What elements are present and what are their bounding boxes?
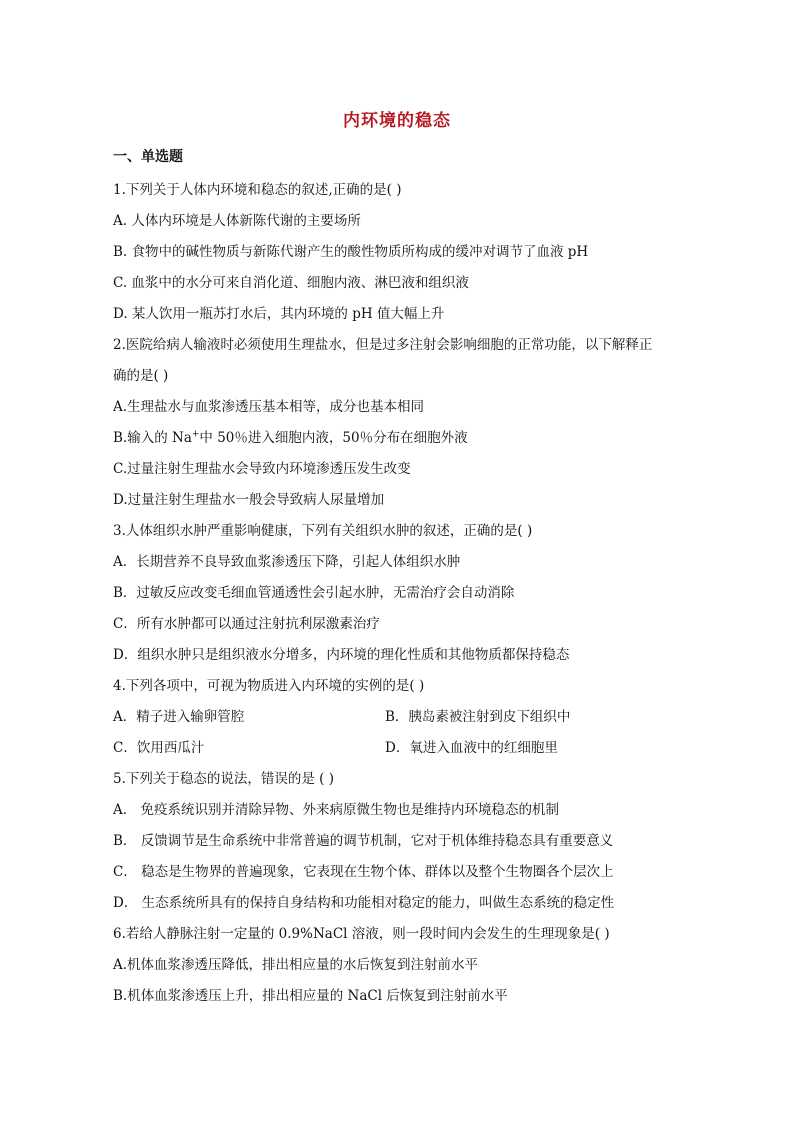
question-3-option-c: C．所有水肿都可以通过注射抗利尿激素治疗 (113, 616, 380, 632)
question-4-options-row-1 (113, 702, 688, 733)
question-5-option-c: C． 稳态是生物界的普遍现象，它表现在生物个体、群体以及整个生物圈各个层次上 (113, 864, 614, 880)
question-list (113, 175, 688, 1012)
question-4-option-a: A．精子进入输卵管腔 (113, 709, 245, 725)
question-6-option-b: B.机体血浆渗透压上升，排出相应量的 NaCl 后恢复到注射前水平 (113, 988, 508, 1004)
question-5-option-d: D． 生态系统所具有的保持自身结构和功能相对稳定的能力，叫做生态系统的稳定性 (113, 895, 615, 911)
question-5-stem: 5.下列关于稳态的说法，错误的是 ( ) (113, 771, 334, 787)
question-2-stem-line-1: 2.医院给病人输液时必须使用生理盐水，但是过多注射会影响细胞的正常功能，以下解释正 (113, 337, 653, 353)
question-1-stem: 1.下列关于人体内环境和稳态的叙述,正确的是( ) (113, 182, 402, 198)
question-4-option-d: D．氧进入血液中的红细胞里 (385, 740, 558, 756)
section-heading: 一、单选题 (113, 149, 183, 165)
question-3-option-b: B．过敏反应改变毛细血管通透性会引起水肿，无需治疗会自动消除 (113, 585, 515, 601)
question-2-option-b-pre: B.输入的 Na (113, 430, 192, 446)
question-4-option-c: C．饮用西瓜汁 (113, 740, 205, 756)
question-2-option-a: A.生理盐水与血浆渗透压基本相等，成分也基本相同 (113, 399, 425, 415)
question-6-stem: 6.若给人静脉注射一定量的 0.9%NaCl 溶液，则一段时间内会发生的生理现象是( ) (113, 926, 610, 942)
question-3-option-d: D．组织水肿只是组织液水分增多，内环境的理化性质和其他物质都保持稳态 (113, 647, 570, 663)
question-5-option-b: B． 反馈调节是生命系统中非常普遍的调节机制，它对于机体维持稳态具有重要意义 (113, 833, 614, 849)
question-4-options-row-2 (113, 733, 688, 764)
question-1-option-c: C. 血浆中的水分可来自消化道、细胞内液、淋巴液和组织液 (113, 275, 469, 291)
question-3-stem: 3.人体组织水肿严重影响健康，下列有关组织水肿的叙述，正确的是( ) (113, 523, 533, 539)
question-5-option-a: A． 免疫系统识别并清除异物、外来病原微生物也是维持内环境稳态的机制 (113, 802, 560, 818)
question-6-option-a: A.机体血浆渗透压降低，排出相应量的水后恢复到注射前水平 (113, 957, 479, 973)
question-4-stem: 4.下列各项中，可视为物质进入内环境的实例的是( ) (113, 678, 425, 694)
question-2-option-d: D.过量注射生理盐水一般会导致病人尿量增加 (113, 492, 385, 508)
question-2-option-b (113, 423, 688, 454)
question-2-stem-line-2: 确的是( ) (113, 368, 169, 384)
question-3-option-a: A．长期营养不良导致血浆渗透压下降，引起人体组织水肿 (113, 554, 461, 570)
question-2-option-c: C.过量注射生理盐水会导致内环境渗透压发生改变 (113, 461, 411, 477)
sodium-charge-superscript: + (191, 429, 200, 440)
page-title: 内环境的稳态 (343, 111, 451, 131)
question-1-option-a: A. 人体内环境是人体新陈代谢的主要场所 (113, 213, 361, 229)
question-1-option-d: D. 某人饮用一瓶苏打水后，其内环境的 pH 值大幅上升 (113, 306, 445, 322)
question-4-option-b: B．胰岛素被注射到皮下组织中 (385, 709, 571, 725)
question-1-option-b: B. 食物中的碱性物质与新陈代谢产生的酸性物质所构成的缓冲对调节了血液 pH (113, 244, 589, 260)
question-2-option-b-post: 中 50％进入细胞内液，50％分布在细胞外液 (199, 430, 468, 446)
